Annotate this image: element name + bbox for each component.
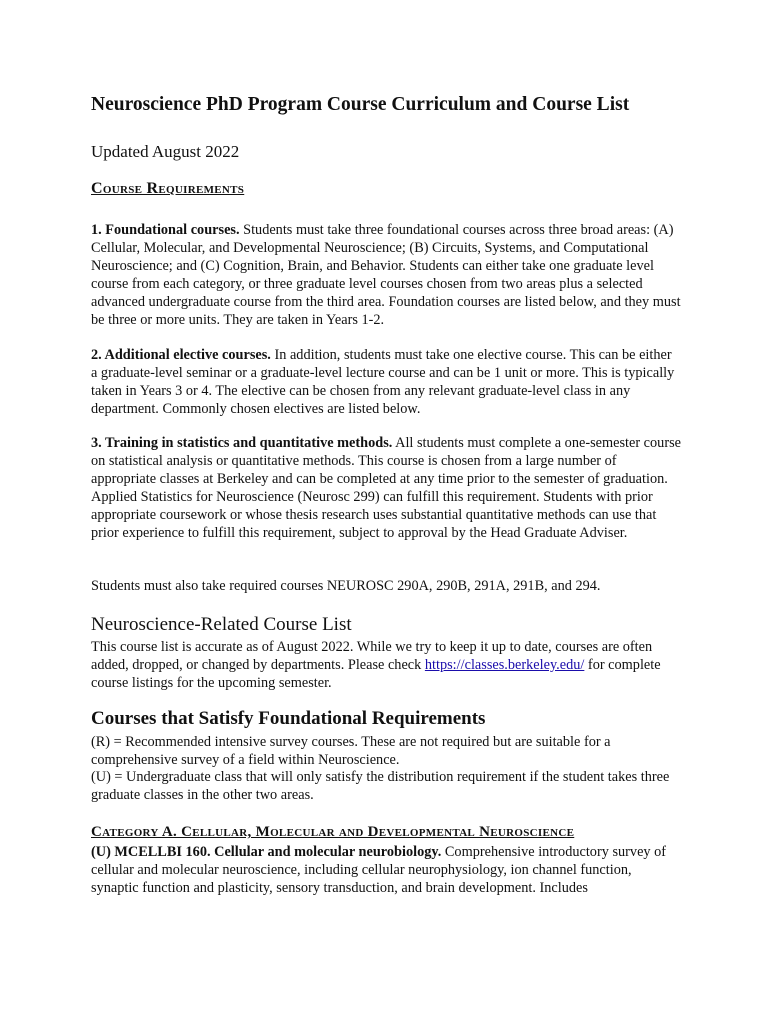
foundational-requirements-heading: Courses that Satisfy Foundational Requirements <box>91 708 486 729</box>
requirement-foundational <box>91 221 681 329</box>
requirement-foundational-text: Students must take three foundational courses across three broad areas: (A) Cellular, Molecular, and Developmental Neuroscience; (B) Circuits, Systems, and Computational Neuroscience; and (C) Cognition, Brain, and Behavior. Students can either take one graduate level course from each category, or three graduate level courses chosen from two areas plus a selected advanced undergraduate course from the third area. Foundation courses are listed below, and they must be three or more units. They are taken in Years 1-2. <box>91 222 681 328</box>
course-requirements-heading: Course Requirements <box>91 180 245 197</box>
document-title: Neuroscience PhD Program Course Curriculum and Course List <box>91 94 630 115</box>
course-mcellbi-160 <box>91 843 681 897</box>
course-list-intro <box>91 638 681 692</box>
requirement-statistics <box>91 434 681 542</box>
requirement-statistics-lead: 3. Training in statistics and quantitative methods. <box>91 435 393 451</box>
also-required-courses: Students must also take required courses NEUROSC 290A, 290B, 291A, 291B, and 294. <box>91 578 601 594</box>
course-list-intro-text-end: for complete course listings for the upcoming semester. <box>91 657 661 691</box>
classes-berkeley-link[interactable]: https://classes.berkeley.edu/ <box>424 657 585 673</box>
course-mcellbi-160-description: Comprehensive introductory survey of cellular and molecular neuroscience, including cellular neurophysiology, ion channel function, synaptic function and plasticity, sensory transduction, and brain development. Includes <box>91 844 667 896</box>
requirement-elective <box>91 346 681 418</box>
course-list-heading: Neuroscience-Related Course List <box>91 614 352 635</box>
requirement-statistics-text: All students must complete a one-semester course on statistical analysis or quantitative methods. This course is chosen from a large number of appropriate classes at Berkeley and can be completed at any time prior to the semester of graduation. Applied Statistics for Neuroscience (Neurosc 299) can fulfill this requirement. Students with prior appropriate coursework or whose thesis research uses substantial quantitative methods can use that prior experience to fulfill this requirement, subject to approval by the Head Graduate Adviser. <box>91 435 681 541</box>
course-mcellbi-160-title: (U) MCELLBI 160. Cellular and molecular neurobiology. <box>91 844 442 860</box>
category-a-heading: Category A. Cellular, Molecular and Developmental Neuroscience <box>91 824 575 840</box>
requirement-elective-text: In addition, students must take one elective course. This can be either a graduate-level seminar or a graduate-level lecture course and can be 1 unit or more. This is typically taken in Years 3 or 4. The elective can be chosen from any relevant graduate-level class in any department. Commonly chosen electives are listed below. <box>91 347 675 417</box>
course-list-intro-text: This course list is accurate as of August 2022. While we try to keep it up to date, courses are often added, dropped, or changed by departments. Please check <box>91 639 653 673</box>
recommended-note: (R) = Recommended intensive survey courses. These are not required but are suitable for a comprehensive survey of a field within Neuroscience. <box>91 734 611 768</box>
requirement-elective-lead: 2. Additional elective courses. <box>91 347 271 363</box>
requirement-foundational-lead: 1. Foundational courses. <box>91 222 240 238</box>
undergraduate-note: (U) = Undergraduate class that will only satisfy the distribution requirement if the student takes three graduate classes in the other two areas. <box>91 769 670 803</box>
updated-date: Updated August 2022 <box>91 142 240 161</box>
